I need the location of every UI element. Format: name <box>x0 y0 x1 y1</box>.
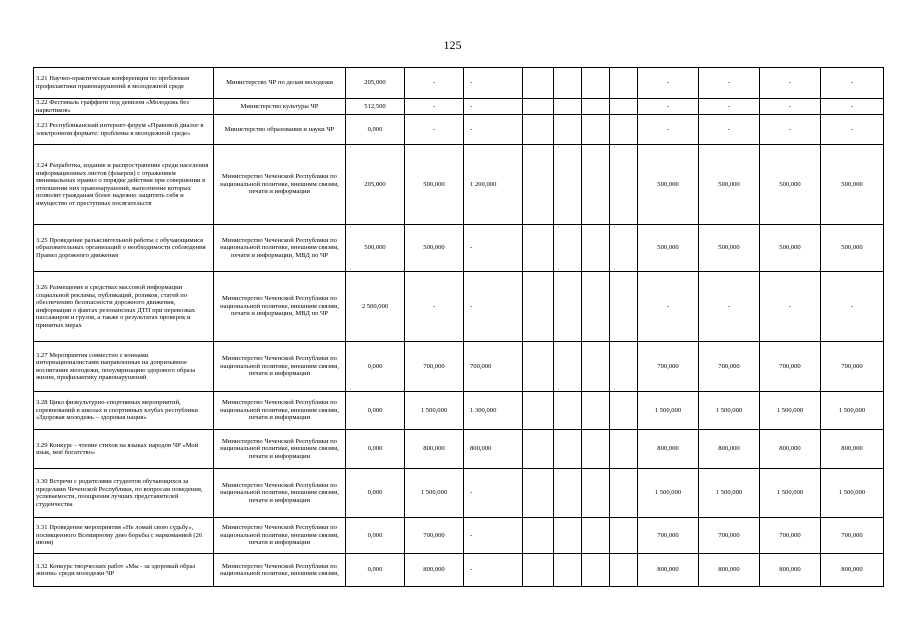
value-cell: 800,000 <box>405 430 464 469</box>
value-cell: 1 300,000 <box>464 392 523 430</box>
value-cell: - <box>760 99 821 115</box>
value-cell <box>554 115 582 145</box>
value-cell: 500,000 <box>760 225 821 272</box>
value-cell: 1 500,000 <box>405 469 464 518</box>
value-cell: - <box>821 68 884 99</box>
table-body <box>34 68 884 587</box>
value-cell <box>582 430 610 469</box>
value-cell <box>554 392 582 430</box>
value-cell: - <box>638 115 699 145</box>
measure-name-cell: 3.24 Разработка, издание и распространение среди населения информационных листов (флаеров) с отражением минимальных правил о порядке действия при совершении в отношении них правонарушений, выполнение которых позволит гражданам более надежно защитить себя и имущество от преступных посягательств <box>34 145 214 225</box>
table-row <box>34 469 884 518</box>
value-cell: 500,000 <box>821 145 884 225</box>
value-cell <box>523 392 554 430</box>
value-cell <box>554 225 582 272</box>
value-cell: 800,000 <box>821 554 884 587</box>
value-cell: 1 500,000 <box>699 392 760 430</box>
value-cell <box>554 99 582 115</box>
value-cell: 0,000 <box>346 430 405 469</box>
table-row <box>34 99 884 115</box>
value-cell <box>610 68 638 99</box>
executor-cell: Министерство ЧР по делам молодежи <box>214 68 346 99</box>
value-cell: 0,000 <box>346 342 405 392</box>
value-cell: - <box>464 225 523 272</box>
value-cell: 700,000 <box>821 342 884 392</box>
value-cell <box>610 469 638 518</box>
value-cell: 1 500,000 <box>699 469 760 518</box>
value-cell <box>582 469 610 518</box>
table-row <box>34 272 884 342</box>
table-row <box>34 68 884 99</box>
value-cell <box>582 272 610 342</box>
value-cell <box>523 554 554 587</box>
value-cell: 500,000 <box>638 225 699 272</box>
value-cell: - <box>638 272 699 342</box>
value-cell: - <box>760 68 821 99</box>
value-cell <box>554 554 582 587</box>
table-row <box>34 554 884 587</box>
value-cell: 500,000 <box>821 225 884 272</box>
value-cell: 500,000 <box>760 145 821 225</box>
value-cell: - <box>699 68 760 99</box>
measure-name-cell: 3.30 Встречи с родителями студентов обучающихся за пределами Чеченской Республики, по вопросам поведения, успеваемости, поощрения лучших представителей студенчества <box>34 469 214 518</box>
table-row <box>34 115 884 145</box>
value-cell: 500,000 <box>638 145 699 225</box>
table-row <box>34 392 884 430</box>
value-cell: - <box>821 272 884 342</box>
value-cell: - <box>464 272 523 342</box>
executor-cell: Министерство Чеченской Республики по национальной политике, внешним связям, печати и информации <box>214 518 346 554</box>
value-cell <box>582 225 610 272</box>
value-cell <box>523 272 554 342</box>
value-cell: 700,000 <box>760 342 821 392</box>
value-cell <box>582 68 610 99</box>
value-cell <box>554 430 582 469</box>
value-cell: - <box>699 115 760 145</box>
value-cell: - <box>638 68 699 99</box>
value-cell <box>554 469 582 518</box>
value-cell <box>582 145 610 225</box>
value-cell: - <box>760 115 821 145</box>
value-cell: - <box>464 68 523 99</box>
value-cell <box>523 145 554 225</box>
value-cell <box>610 225 638 272</box>
value-cell: - <box>821 99 884 115</box>
value-cell: 700,000 <box>760 518 821 554</box>
value-cell: 800,000 <box>699 430 760 469</box>
value-cell <box>554 272 582 342</box>
executor-cell: Министерство Чеченской Республики по национальной политике, внешним связям, <box>214 554 346 587</box>
measure-name-cell: 3.23 Республиканский интернет-форум «Правовой диалог в электронном формате: проблемы в молодежной среде» <box>34 115 214 145</box>
value-cell: 205,000 <box>346 145 405 225</box>
table-row <box>34 430 884 469</box>
value-cell: - <box>699 272 760 342</box>
value-cell: 1 500,000 <box>638 392 699 430</box>
value-cell <box>582 99 610 115</box>
value-cell: 700,000 <box>405 342 464 392</box>
value-cell: 0,000 <box>346 115 405 145</box>
value-cell: 700,000 <box>821 518 884 554</box>
measure-name-cell: 3.31 Проведение мероприятия «Не ломай свою судьбу», посвященного Всемирному дню борьбы с наркоманией (26 июня) <box>34 518 214 554</box>
executor-cell: Министерство Чеченской Республики по национальной политике, внешним связям, печати и информации <box>214 145 346 225</box>
value-cell: 700,000 <box>405 518 464 554</box>
value-cell: 1 500,000 <box>760 392 821 430</box>
value-cell: 2 500,000 <box>346 272 405 342</box>
value-cell <box>582 392 610 430</box>
value-cell <box>582 518 610 554</box>
value-cell: 500,000 <box>699 225 760 272</box>
value-cell <box>610 518 638 554</box>
value-cell: 1 500,000 <box>821 469 884 518</box>
value-cell: 800,000 <box>638 554 699 587</box>
value-cell: 800,000 <box>699 554 760 587</box>
measure-name-cell: 3.27 Мероприятия совместно с воинами интернационалистами направленные на допризывное воспитание молодежи, популяризацию здорового образа жизни, профилактику правонарушений <box>34 342 214 392</box>
value-cell: 205,000 <box>346 68 405 99</box>
value-cell: 0,000 <box>346 554 405 587</box>
measure-name-cell: 3.26 Размещение в средствах массовой информации социальной рекламы, публикаций, роликов, статей по обеспечению безопасности дорожного движения, информации о фактах резонансных ДТП при перевозках пассажиров и грузов, а также о результатах проверок и принятых мерах <box>34 272 214 342</box>
value-cell: 700,000 <box>699 518 760 554</box>
value-cell: 500,000 <box>405 145 464 225</box>
value-cell <box>523 225 554 272</box>
measure-name-cell: 3.28 Цикл физкультурно-спортивных мероприятий, соревнований в школах и спортивных клубах республики «Здоровая молодежь – здоровая нация» <box>34 392 214 430</box>
table-row <box>34 145 884 225</box>
table-row <box>34 518 884 554</box>
value-cell <box>610 115 638 145</box>
value-cell: 500,000 <box>699 145 760 225</box>
value-cell: 1 200,000 <box>464 145 523 225</box>
table-row <box>34 225 884 272</box>
value-cell: 700,000 <box>638 342 699 392</box>
value-cell <box>582 115 610 145</box>
value-cell: - <box>464 99 523 115</box>
value-cell <box>610 430 638 469</box>
value-cell <box>582 342 610 392</box>
value-cell: 0,000 <box>346 392 405 430</box>
value-cell <box>610 99 638 115</box>
value-cell: 800,000 <box>405 554 464 587</box>
value-cell: 700,000 <box>699 342 760 392</box>
value-cell: - <box>405 99 464 115</box>
value-cell: 500,000 <box>346 225 405 272</box>
value-cell: 0,000 <box>346 518 405 554</box>
executor-cell: Министерство Чеченской Республики по национальной политике, внешним связям, печати и информации <box>214 469 346 518</box>
value-cell <box>582 554 610 587</box>
value-cell: 800,000 <box>464 430 523 469</box>
value-cell: - <box>699 99 760 115</box>
executor-cell: Министерство Чеченской Республики по национальной политике, внешним связям, печати и информации, МВД по ЧР <box>214 225 346 272</box>
value-cell: 800,000 <box>821 430 884 469</box>
measure-name-cell: 3.32 Конкурс творческих работ «Мы - за здоровый образ жизни» среди молодежи ЧР <box>34 554 214 587</box>
executor-cell: Министерство Чеченской Республики по национальной политике, внешним связям, печати и информации, МВД по ЧР <box>214 272 346 342</box>
value-cell: - <box>821 115 884 145</box>
value-cell: - <box>464 115 523 145</box>
value-cell: 1 500,000 <box>821 392 884 430</box>
value-cell <box>523 342 554 392</box>
value-cell: - <box>464 469 523 518</box>
value-cell: 500,000 <box>405 225 464 272</box>
value-cell: 700,000 <box>464 342 523 392</box>
page-number: 125 <box>443 38 462 52</box>
executor-cell: Министерство Чеченской Республики по национальной политике, внешним связям, печати и информации <box>214 392 346 430</box>
measure-name-cell: 3.22 Фестиваль граффити под девизом «Молодежь без наркотиков» <box>34 99 214 115</box>
value-cell: - <box>464 518 523 554</box>
value-cell: 512,500 <box>346 99 405 115</box>
value-cell <box>610 342 638 392</box>
value-cell: 1 500,000 <box>760 469 821 518</box>
value-cell <box>554 68 582 99</box>
value-cell <box>523 115 554 145</box>
value-cell <box>554 145 582 225</box>
measure-name-cell: 3.29 Конкурс - чтение стихов на языках народов ЧР «Мой язык, моё богатство» <box>34 430 214 469</box>
value-cell: - <box>405 272 464 342</box>
value-cell: 1 500,000 <box>638 469 699 518</box>
table-row <box>34 342 884 392</box>
value-cell <box>523 68 554 99</box>
executor-cell: Министерство образования и науки ЧР <box>214 115 346 145</box>
measure-name-cell: 3.21 Научно-практическая конференция по проблемам профилактики правонарушений в молодежной среде <box>34 68 214 99</box>
measure-name-cell: 3.25 Проведение разъяснительной работы с обучающимися образовательных организаций о необходимости соблюдения Правил дорожного движения <box>34 225 214 272</box>
value-cell: - <box>638 99 699 115</box>
value-cell <box>523 430 554 469</box>
value-cell <box>610 145 638 225</box>
value-cell: 1 500,000 <box>405 392 464 430</box>
value-cell: 800,000 <box>760 554 821 587</box>
value-cell: 0,000 <box>346 469 405 518</box>
value-cell: - <box>405 115 464 145</box>
value-cell <box>523 518 554 554</box>
executor-cell: Министерство Чеченской Республики по национальной политике, внешним связям, печати и информации <box>214 342 346 392</box>
value-cell: 800,000 <box>638 430 699 469</box>
program-measures-table <box>33 67 884 587</box>
value-cell <box>610 272 638 342</box>
value-cell <box>523 469 554 518</box>
value-cell: - <box>760 272 821 342</box>
value-cell: - <box>405 68 464 99</box>
value-cell <box>610 554 638 587</box>
value-cell <box>554 342 582 392</box>
executor-cell: Министерство Чеченской Республики по национальной политике, внешним связям, печати и информации <box>214 430 346 469</box>
value-cell: 700,000 <box>638 518 699 554</box>
value-cell <box>610 392 638 430</box>
value-cell <box>523 99 554 115</box>
value-cell: 800,000 <box>760 430 821 469</box>
executor-cell: Министерство культуры ЧР <box>214 99 346 115</box>
value-cell: - <box>464 554 523 587</box>
value-cell <box>554 518 582 554</box>
